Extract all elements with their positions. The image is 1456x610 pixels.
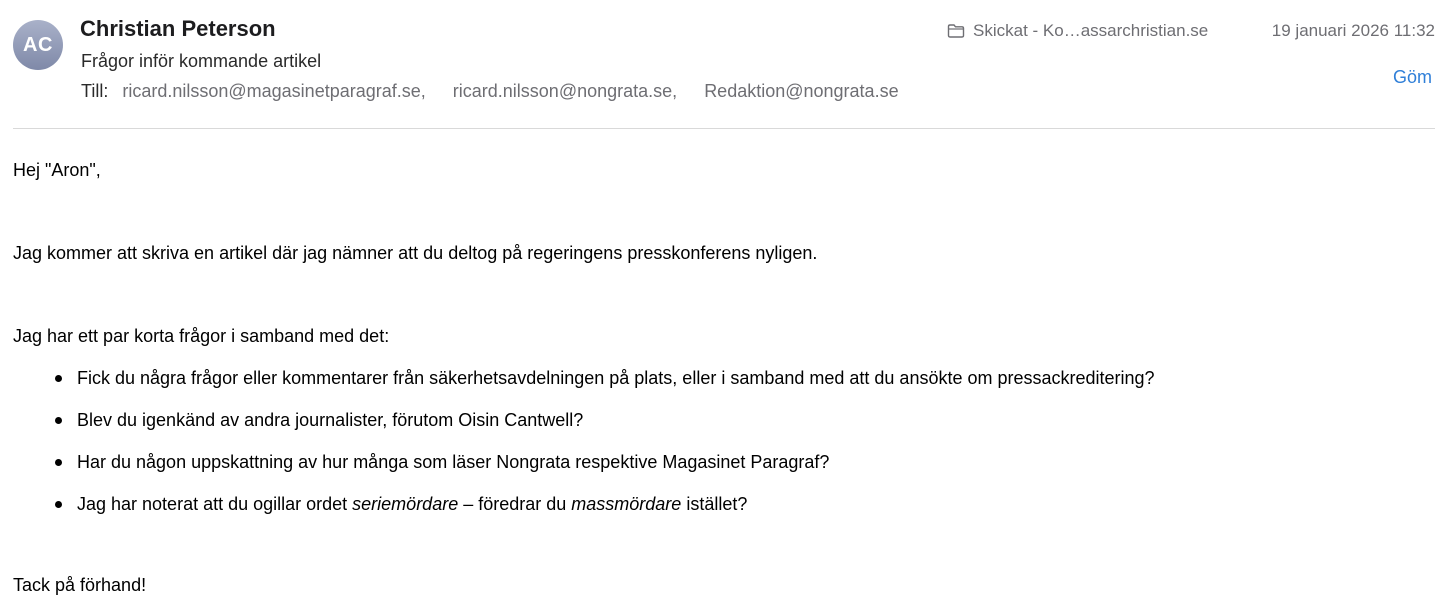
message-date: 19 januari 2026 11:32 — [1271, 21, 1435, 40]
questions-list — [13, 366, 1155, 534]
question-text: – föredrar du — [458, 494, 572, 514]
list-item — [13, 492, 1155, 534]
question-text: Fick du några frågor eller kommentarer från säkerhetsavdelningen på plats, eller i samband med att du ansökte om pressackreditering? — [77, 368, 1155, 388]
folder-icon — [947, 23, 965, 39]
message-subject: Frågor inför kommande artikel — [81, 51, 322, 71]
question-text: Blev du igenkänd av andra journalister, förutom Oisin Cantwell? — [77, 410, 584, 430]
bullet — [55, 459, 62, 466]
header-divider — [13, 128, 1435, 129]
emphasized-word: massmördare — [571, 494, 682, 514]
sender-name[interactable]: Christian Peterson — [80, 16, 276, 41]
bullet — [55, 417, 62, 424]
question-text: Jag har noterat att du ogillar ordet — [77, 494, 353, 514]
recipient[interactable]: ricard.nilsson@magasinetparagraf.se, — [122, 81, 426, 101]
emphasized-word: seriemördare — [352, 494, 459, 514]
mailbox-location[interactable] — [947, 21, 1208, 41]
questions-lead: Jag har ett par korta frågor i samband med det: — [13, 326, 390, 346]
greeting: Hej "Aron", — [13, 160, 101, 180]
message-header — [0, 0, 1456, 129]
to-label: Till: — [81, 81, 109, 101]
recipients-row — [81, 81, 921, 102]
closing: Tack på förhand! — [13, 575, 147, 595]
mailbox-name: Skickat - Ko…assarchristian.se — [973, 21, 1209, 40]
recipient[interactable]: ricard.nilsson@nongrata.se, — [452, 81, 678, 101]
intro-paragraph: Jag kommer att skriva en artikel där jag nämner att du deltog på regeringens presskonferens nyligen. — [13, 243, 818, 263]
avatar[interactable]: AC — [13, 20, 63, 70]
bullet — [55, 375, 62, 382]
list-item — [13, 408, 1155, 450]
bullet — [55, 501, 62, 508]
recipient[interactable]: Redaktion@nongrata.se — [704, 81, 899, 101]
question-text: Har du någon uppskattning av hur många som läser Nongrata respektive Magasinet Paragraf? — [77, 452, 830, 472]
question-text: istället? — [681, 494, 748, 514]
hide-details-link[interactable]: Göm — [1392, 67, 1432, 87]
list-item — [13, 450, 1155, 492]
list-item — [13, 366, 1155, 408]
